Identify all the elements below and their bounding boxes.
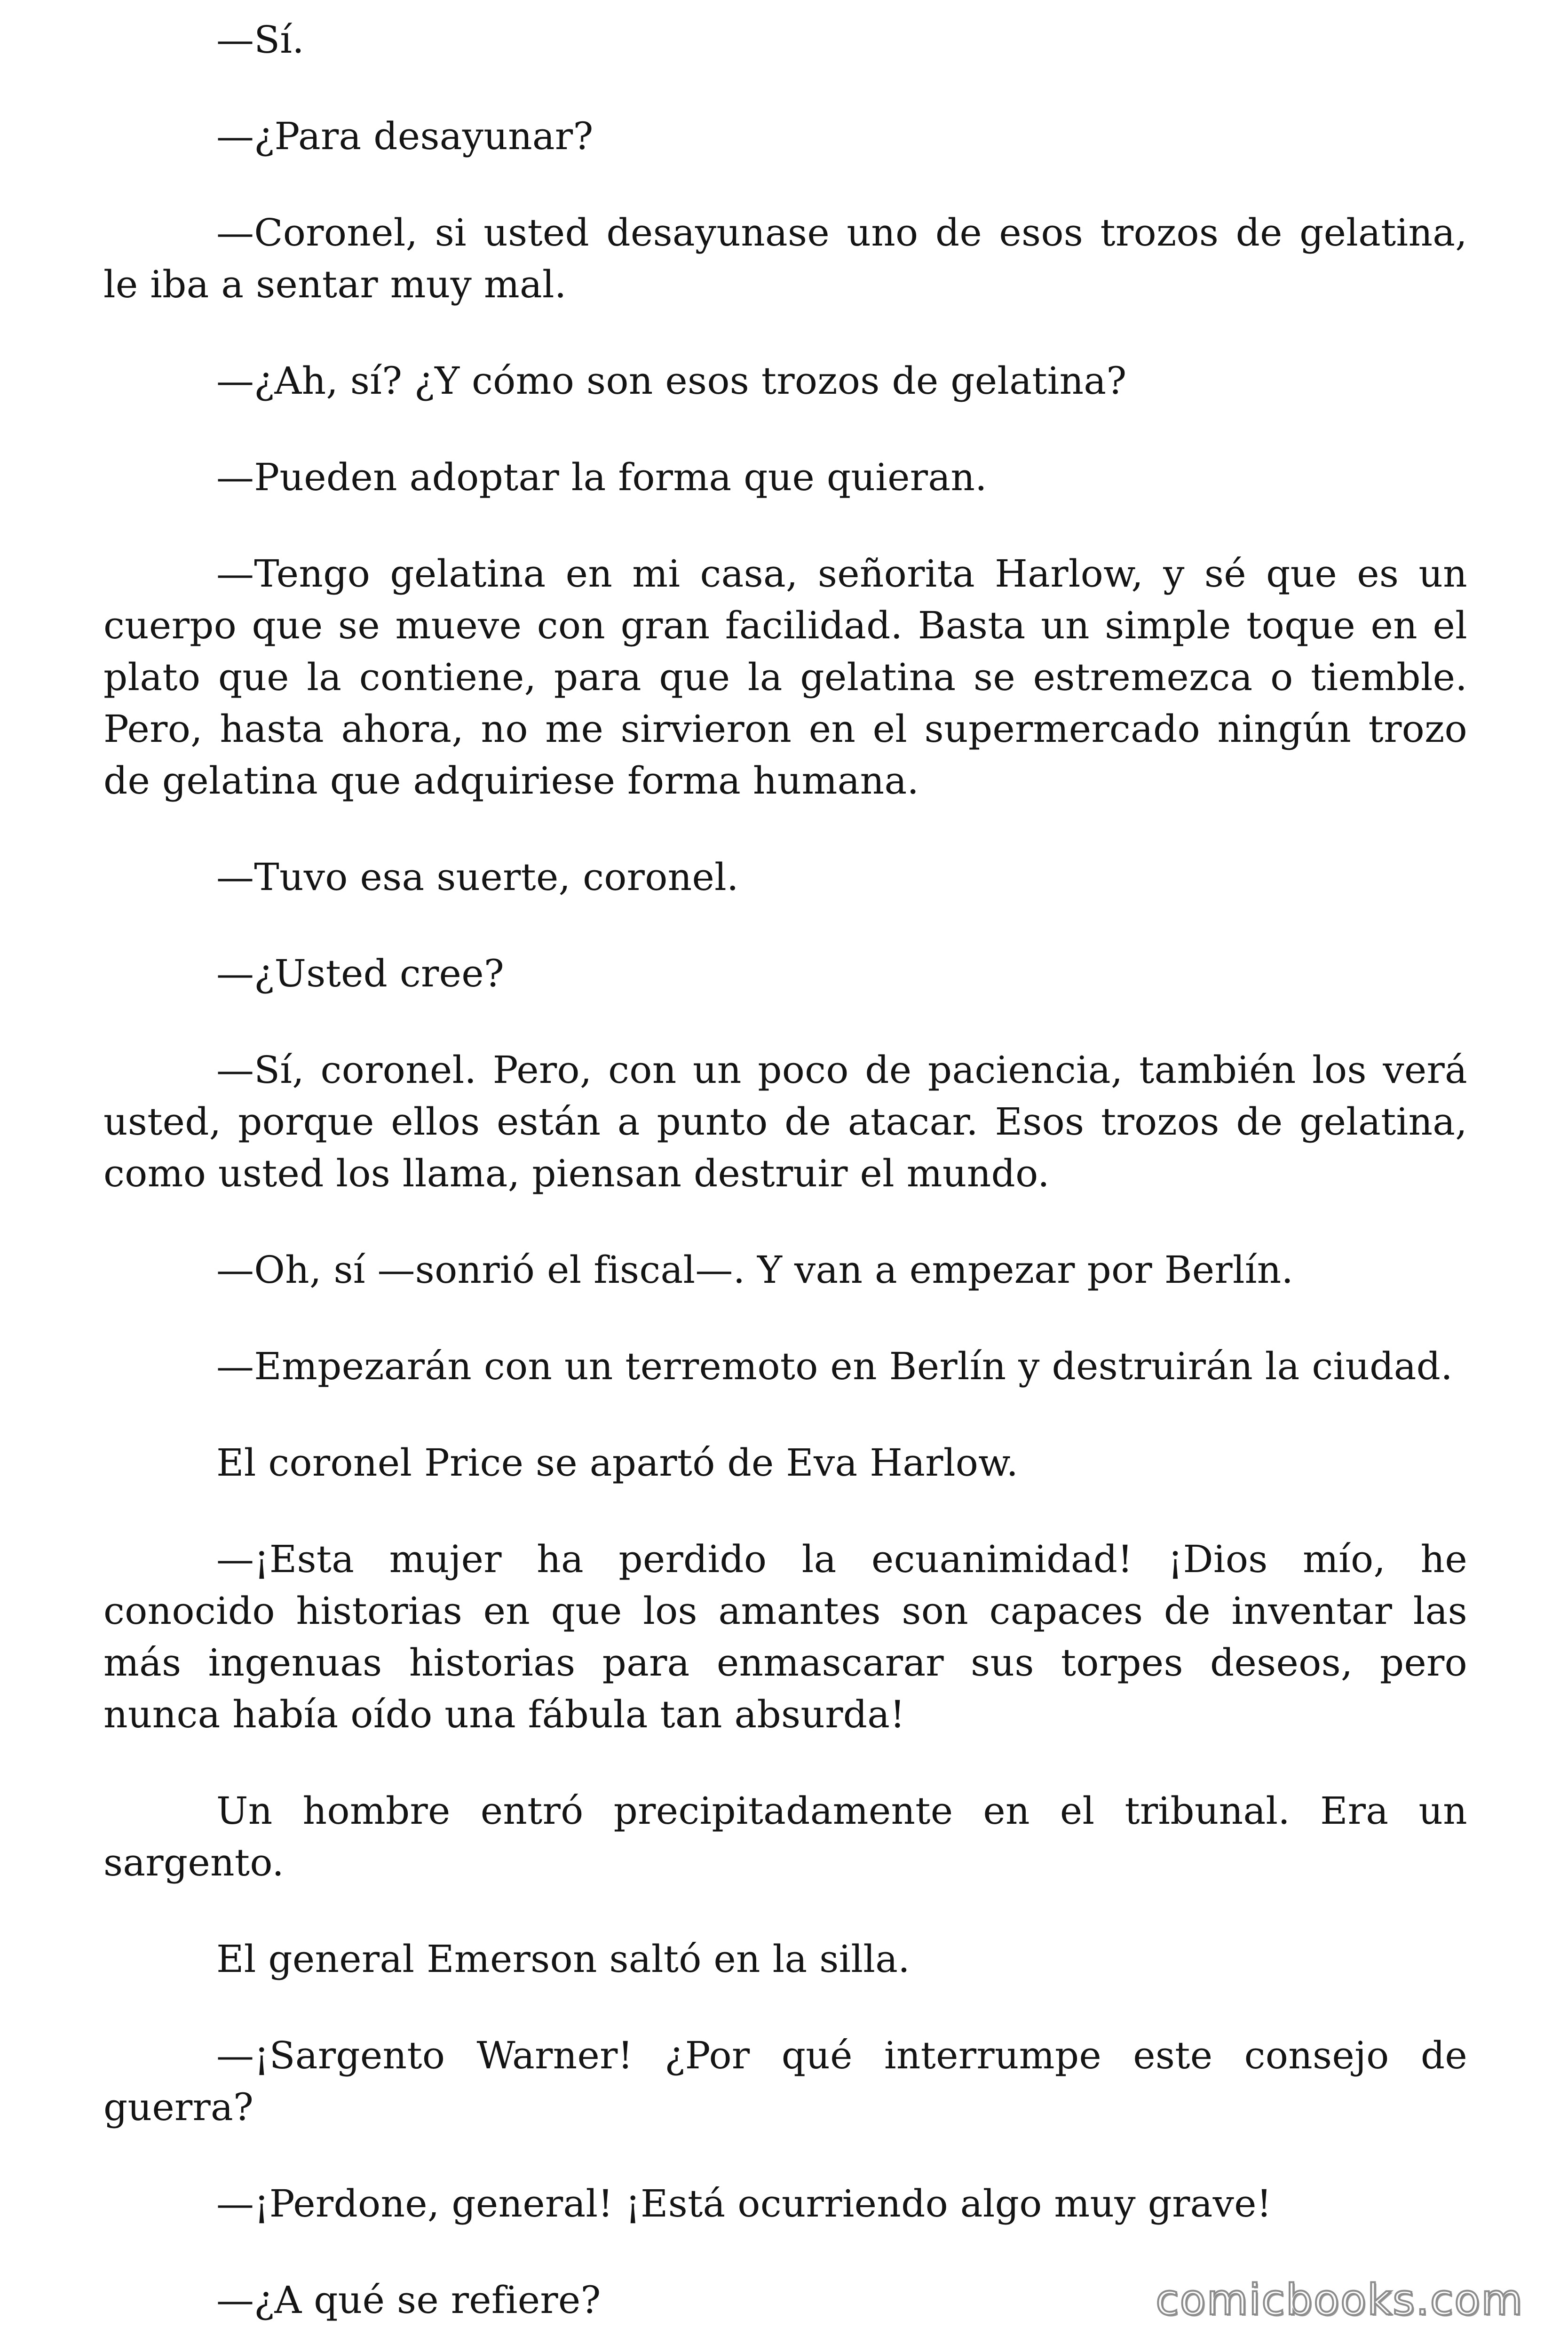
watermark: comicbooks.com [1156,2275,1523,2325]
paragraph: —¡Esta mujer ha perdido la ecuanimidad! ¡Dios mío, he conocido historias en que los amantes son capaces de inventar las más ingenuas historias para enmascarar sus torpes deseos, pero nunca había oído una fábula tan absurda! [103,1537,1467,1736]
book-page-text [103,14,1467,2352]
paragraph: Un hombre entró precipitadamente en el tribunal. Era un sargento. [103,1789,1467,1884]
paragraph: —¡Sargento Warner! ¿Por qué interrumpe este consejo de guerra? [103,2034,1467,2129]
paragraph: —Pueden adoptar la forma que quieran. [216,455,987,499]
paragraph: —Sí. [216,18,305,62]
paragraph: El general Emerson saltó en la silla. [216,1937,910,1981]
paragraph: —Tuvo esa suerte, coronel. [216,855,739,899]
paragraph: El coronel Price se apartó de Eva Harlow. [216,1441,1019,1485]
paragraph: —¿A qué se refiere? [216,2278,601,2322]
paragraph: —¡Perdone, general! ¡Está ocurriendo algo muy grave! [216,2182,1272,2225]
paragraph: —¿Para desayunar? [216,114,594,158]
paragraph: —Oh, sí —sonrió el fiscal—. Y van a empezar por Berlín. [216,1248,1294,1292]
paragraph: —Empezarán con un terremoto en Berlín y destruirán la ciudad. [216,1344,1453,1388]
paragraph: —Coronel, si usted desayunase uno de esos trozos de gelatina, le iba a sentar muy mal. [103,211,1467,306]
paragraph: —Sí, coronel. Pero, con un poco de paciencia, también los verá usted, porque ellos están a punto de atacar. Esos trozos de gelatina, como usted los llama, piensan destruir el mundo. [103,1048,1467,1195]
paragraph: —¿Ah, sí? ¿Y cómo son esos trozos de gelatina? [216,359,1127,403]
paragraph: —Tengo gelatina en mi casa, señorita Harlow, y sé que es un cuerpo que se mueve con gran facilidad. Basta un simple toque en el plato que la contiene, para que la gelatina se estremezca o tiemble. Pero, hasta ahora, no me sirvieron en el supermercado ningún trozo de gelatina que adquiriese forma humana. [103,552,1467,803]
paragraph: —¿Usted cree? [216,952,505,995]
